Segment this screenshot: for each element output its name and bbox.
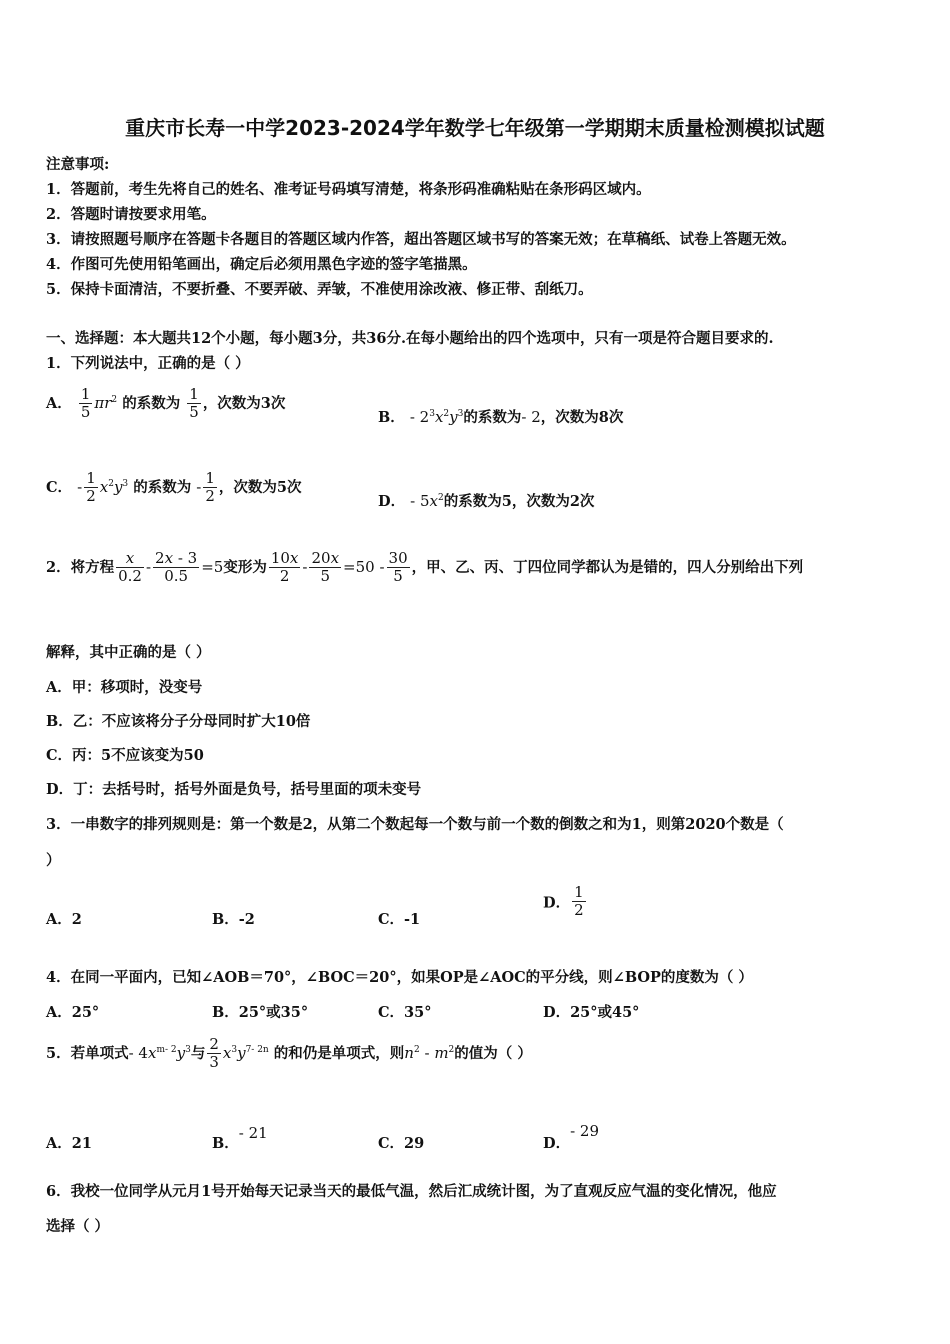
q4-option-b: B．25°或35° — [212, 1004, 309, 1021]
q4-option-a: A．25° — [46, 1004, 100, 1021]
q1-option-a: A． $\frac{1}{5}$ $\pi r^2$ 的系数为 $\frac{1}{5}$ ，次数为3次 — [46, 385, 286, 422]
math-fraction: $\frac{10x}{2}$ — [270, 549, 299, 586]
math-fraction: $\frac{1}{2}$ — [205, 469, 215, 506]
q1-option-d: D． - $5x^2$的系数为5，次数为2次 — [378, 492, 595, 510]
q2-option-b: B．乙：不应该将分子分母同时扩大10倍 — [46, 713, 311, 730]
q1-option-c: C． - $\frac{1}{2}$ $x^2y^3$ 的系数为 - $\frac{1}{2}$ ，次数为5次 — [46, 469, 302, 506]
notice-item: 4．作图可先使用铅笔画出，确定后必须用黑色字迹的签字笔描黑。 — [46, 256, 477, 273]
math-fraction: $\frac{30}{5}$ — [388, 549, 408, 586]
q4-option-c: C．35° — [378, 1004, 432, 1021]
notice-item: 3．请按照题号顺序在答题卡各题目的答题区域内作答，超出答题区域书写的答案无效；在草稿纸、试卷上答题无效。 — [46, 231, 796, 248]
question-2-stem: 2．将方程 $\frac{x}{0.2}$ - $\frac{2x - 3}{0.5}$ =5变形为 $\frac{10x}{2}$ - $\frac{20x}{5}$ =50 - $\frac{30}{5}$ ，甲、乙、丙、丁四位同学都认为是错的，四人分别给出下列 — [46, 549, 804, 586]
math-fraction: $\frac{2}{3}$ — [209, 1035, 219, 1072]
math-fraction: $\frac{1}{2}$ — [574, 883, 584, 920]
question-3-stem-end: ） — [46, 852, 61, 869]
q2-option-c: C．丙：5不应该变为50 — [46, 747, 204, 764]
page-title: 重庆市长寿一中学2023-2024学年数学七年级第一学期期末质量检测模拟试题 — [125, 116, 825, 140]
option-label: D． — [378, 493, 406, 510]
q3-option-c: C．-1 — [378, 911, 421, 928]
math-fraction: $\frac{1}{2}$ — [86, 469, 96, 506]
notice-item: 2．答题时请按要求用笔。 — [46, 206, 216, 223]
q3-option-d — [543, 884, 588, 920]
option-label: B． — [212, 1135, 239, 1152]
option-label: D． — [543, 894, 571, 912]
q1-option-b: B． - $2^3x^2y^3$的系数为- 2，次数为8次 — [378, 408, 624, 426]
question-4-stem: 4．在同一平面内，已知∠AOB＝70°，∠BOC＝20°，如果OP是∠AOC的平分线，则∠BOP的度数为（ ） — [46, 969, 753, 986]
q4-option-d: D．25°或45° — [543, 1004, 640, 1021]
notice-heading: 注意事项: — [46, 156, 110, 173]
question-3-stem: 3．一串数字的排列规则是：第一个数是2，从第二个数起每一个数与前一个数的倒数之和为1，则第2020个数是（ — [46, 816, 784, 833]
notice-item: 5．保持卡面清洁，不要折叠、不要弄破、弄皱，不准使用涂改液、修正带、刮纸刀。 — [46, 281, 593, 298]
q3-option-b: B．-2 — [212, 911, 255, 928]
q3-option-a: A．2 — [46, 911, 82, 928]
option-label: B． — [378, 409, 405, 426]
q5-option-d: D．- 29 — [543, 1122, 600, 1152]
q5-option-b: B．- 21 — [212, 1124, 268, 1152]
question-6-stem-cont: 选择（ ） — [46, 1218, 110, 1235]
math-fraction: $\frac{1}{5}$ — [80, 385, 91, 422]
q2-option-d: D．丁：去括号时，括号外面是负号，括号里面的项未变号 — [46, 781, 422, 798]
math-fraction: $\frac{1}{5}$ — [189, 385, 199, 422]
q5-option-a: A．21 — [46, 1135, 92, 1152]
notice-item: 1．答题前，考生先将自己的姓名、准考证号码填写清楚，将条形码准确粘贴在条形码区域内。 — [46, 181, 651, 198]
q2-option-a: A．甲：移项时，没变号 — [46, 679, 203, 696]
question-6-stem: 6．我校一位同学从元月1号开始每天记录当天的最低气温，然后汇成统计图，为了直观反应气温的变化情况，他应 — [46, 1183, 777, 1200]
math-fraction: $\frac{x}{0.2}$ — [118, 549, 142, 586]
section-heading: 一、选择题：本大题共12个小题，每小题3分，共36分.在每小题给出的四个选项中，只有一项是符合题目要求的. — [46, 330, 774, 347]
math-fraction: $\frac{2x - 3}{0.5}$ — [155, 549, 198, 586]
question-5-stem: 5．若单项式- $4x^{m- 2}y^3$与 $\frac{2}{3}$ $x^3y^{7- 2n}$ 的和仍是单项式，则$n^2 - m^2$的值为（ ） — [46, 1035, 532, 1072]
q5-option-c: C．29 — [378, 1135, 425, 1152]
option-label: D． — [543, 1135, 571, 1152]
option-label: A． — [46, 394, 72, 412]
question-2-stem-cont: 解释，其中正确的是（ ） — [46, 644, 211, 661]
option-label: C． — [46, 478, 73, 496]
question-1-stem: 1．下列说法中，正确的是（ ） — [46, 355, 250, 372]
math-fraction: $\frac{20x}{5}$ — [311, 549, 340, 586]
